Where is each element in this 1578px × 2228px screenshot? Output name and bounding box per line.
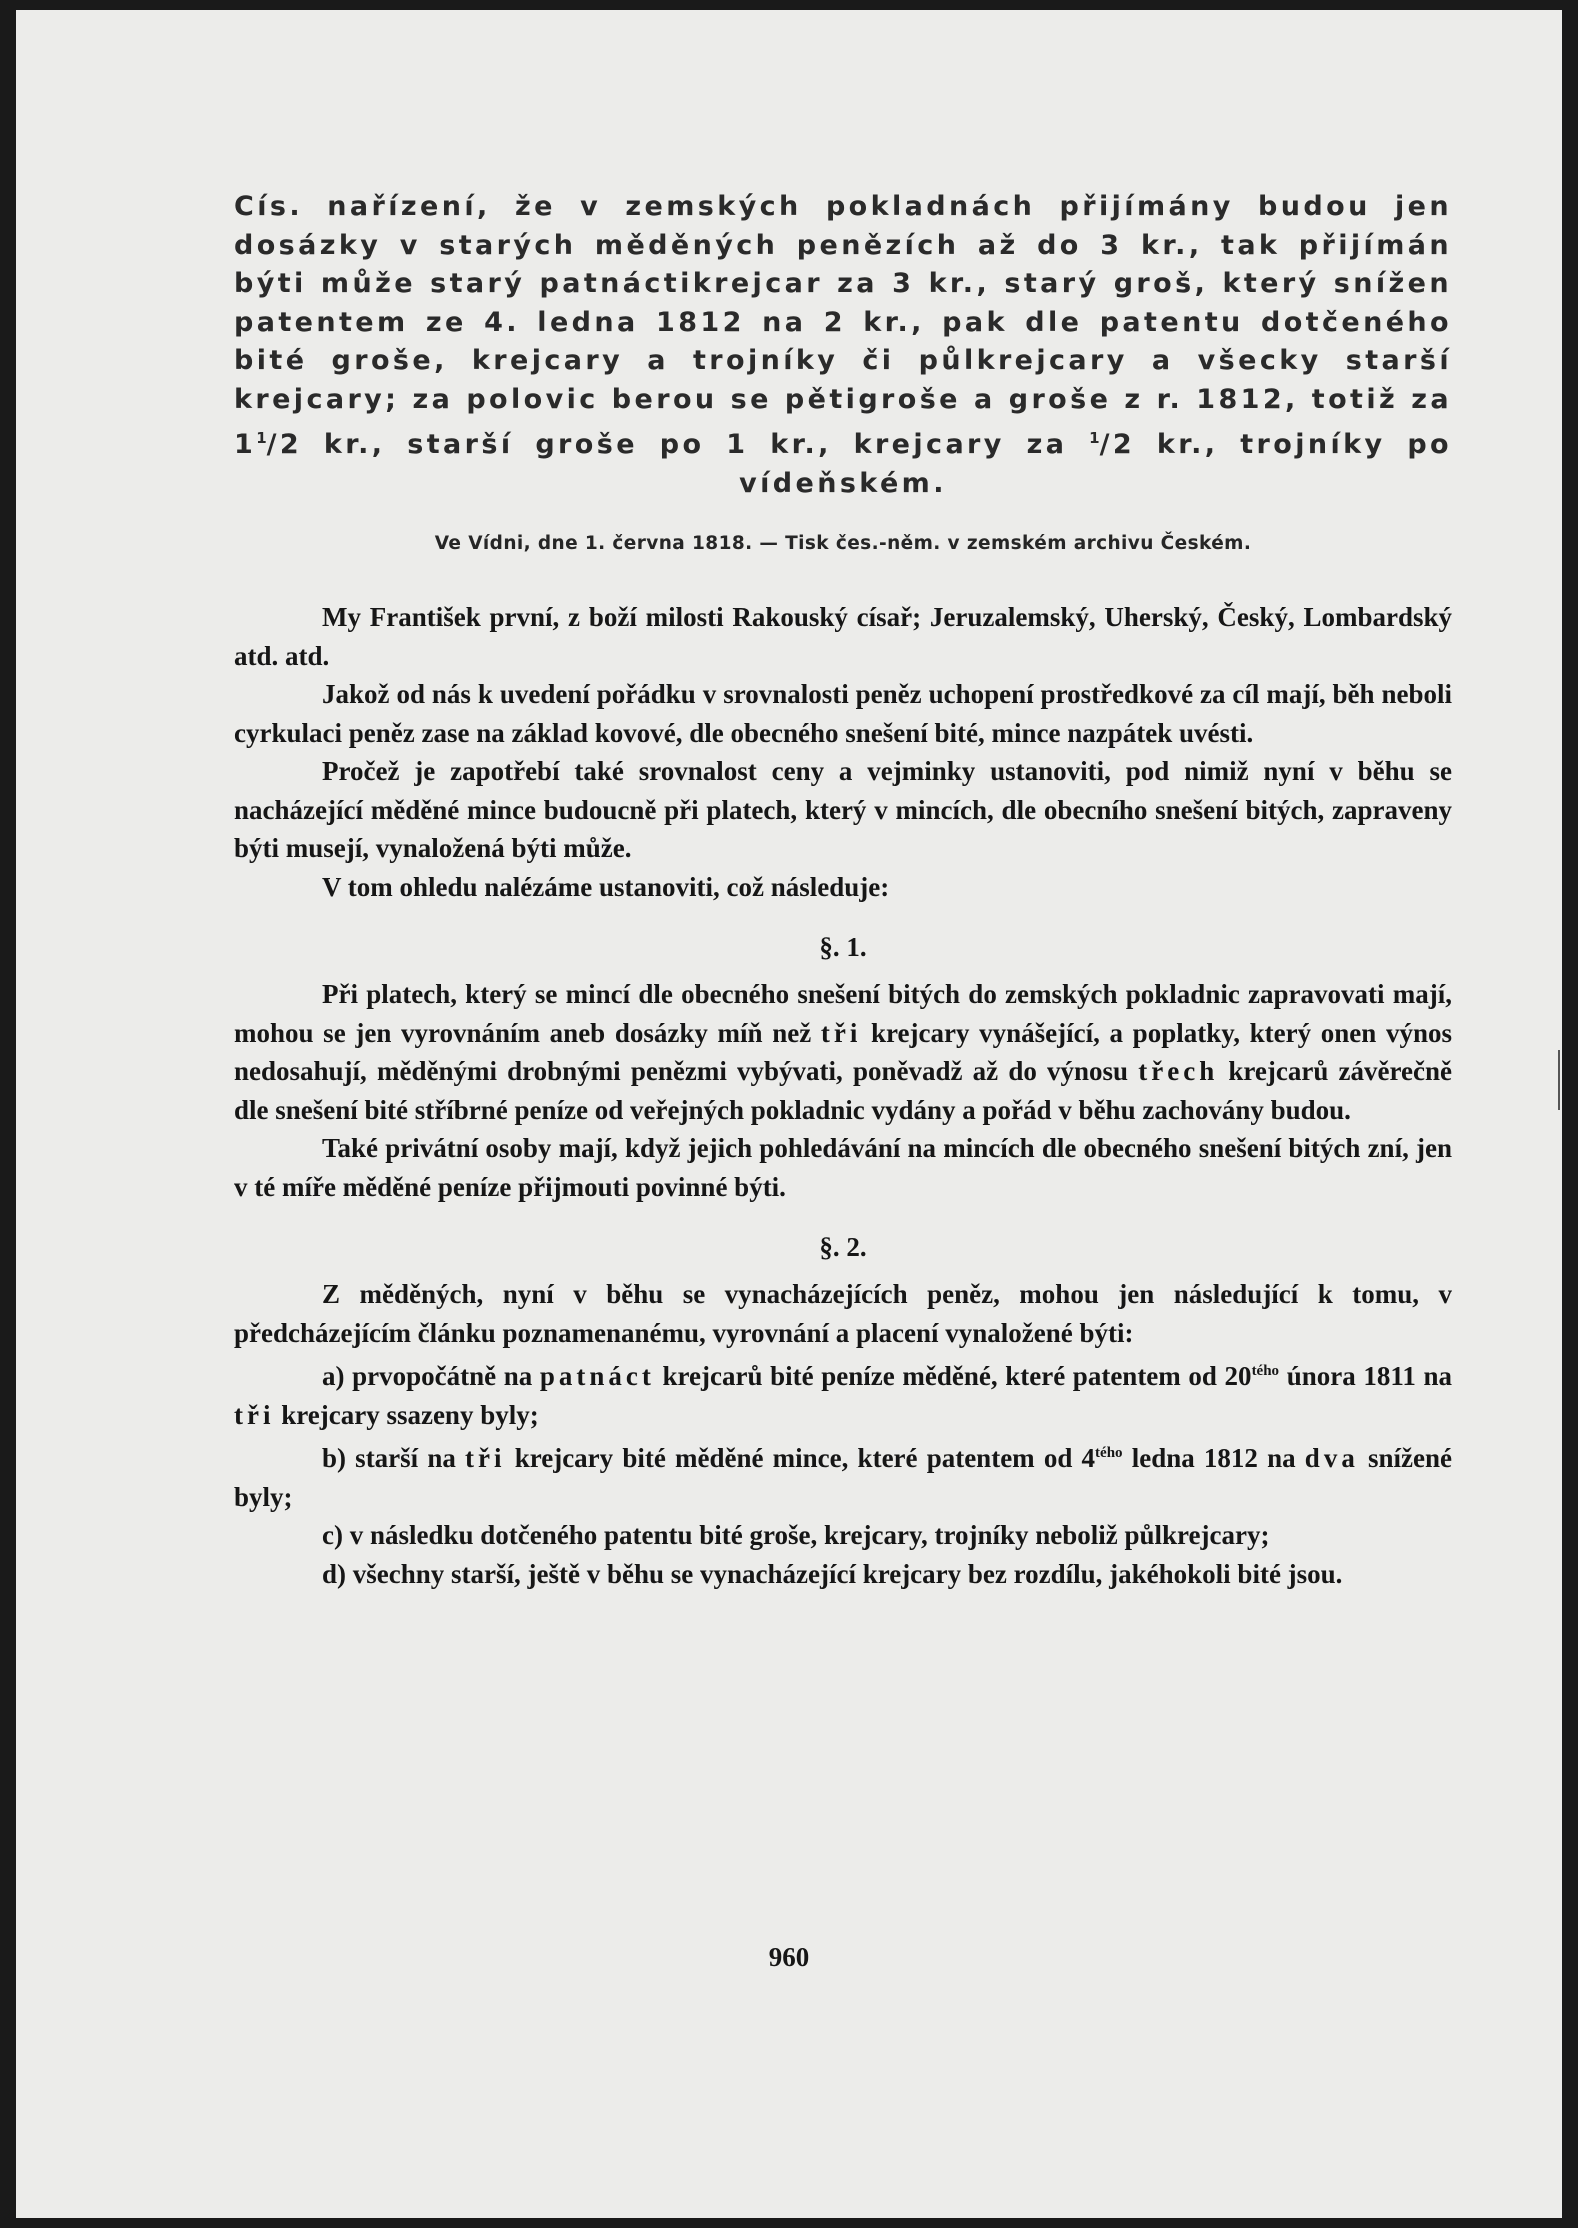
s1-text-a: Při platech, který se mincí dle obecného snešení bitých do zemských pokladnic zapravovati mají, mohou se jen vyrovnáním aneb dosázky míň než bbox=[234, 979, 1452, 1048]
section-1-paragraph-2: Také privátní osoby mají, když jejich pohledávání na mincích dle obecného snešení bitých zní, jen v té míře měděné peníze přijmouti povinné býti. bbox=[234, 1133, 1452, 1202]
item-b-6: snížené byly; bbox=[234, 1443, 1452, 1512]
fraction-denominator-2: /2 bbox=[1099, 429, 1136, 460]
paragraph-1: Jakož od nás k uvedení pořádku v srovnalosti peněz uchopení prostředkové za cíl mají, běh neboli cyrkulaci peněz zase na základ kovové, dle obecného snešení bité, mince nazpátek uvésti. bbox=[234, 679, 1452, 748]
s1-text-c: krejcary vynášející, a poplatky, který onen výnos nedosahují, měděnými drobnými penězmi vybývati, poněvadž až do výnosu bbox=[234, 1017, 1452, 1086]
section-2-intro: Z měděných, nyní v běhu se vynacházejících peněz, mohou jen následující k tomu, v předcházejícím článku poznamenanému, vyrovnání a placení vynaložené býti: bbox=[234, 1279, 1452, 1348]
item-a-6: krejcary ssazeny byly; bbox=[274, 1399, 539, 1430]
intro-paragraph: My František první, z boží milosti Rakouský císař; Jeruzalemský, Uherský, Český, Lombardský atd. atd. bbox=[234, 602, 1452, 671]
paragraph-2: Pročež je zapotřebí také srovnalost ceny a vejminky ustanoviti, pod nimiž nyní v běhu se nacházející měděné mince budoucně při platech, který v mincích, dle obecního snešení bitých, zapraveny býti musejí, vynaložená býti může. bbox=[234, 756, 1452, 863]
item-b-3: krejcary bité měděné mince, které patentem od 4 bbox=[505, 1443, 1096, 1473]
dateline: Ve Vídni, dne 1. června 1818. — Tisk čes.-něm. v zemském archivu Českém. bbox=[434, 533, 1252, 554]
section-2-heading: §. 2. bbox=[819, 1232, 867, 1262]
summary-text-2: kr., starší groše po 1 kr., krejcary za bbox=[302, 429, 1090, 460]
item-a-sup: tého bbox=[1251, 1363, 1280, 1379]
item-a-5: tři bbox=[234, 1399, 275, 1430]
summary-text-1: Cís. nařízení, že v zemských pokladnách přijímány budou jen dosázky v starých měděných penězích až do 3 kr., tak přijímán býti může starý patnáctikrejcar za 3 kr., starý groš, který snížen patentem ze 4. ledna 1812 na 2 kr., pak dle patentu dotčeného bité groše, krejcary a trojníky či půlkrejcary a všecky starší krejcary; za polovic berou se pětigroše a groše z r. 1812, totiž za 1 bbox=[234, 191, 1452, 460]
item-b-1: b) starší na bbox=[322, 1443, 466, 1473]
s1-text-b: tři bbox=[820, 1017, 862, 1048]
paragraph-3: V tom ohledu nalézáme ustanoviti, což následuje: bbox=[322, 871, 890, 902]
fraction-numerator-2: 1 bbox=[1089, 429, 1100, 447]
decree-summary bbox=[234, 188, 1452, 503]
summary-text-3: kr., trojníky po vídeňském. bbox=[739, 429, 1453, 499]
item-b-sup: tého bbox=[1095, 1445, 1123, 1461]
item-a-1: a) prvopočátně na bbox=[322, 1361, 540, 1391]
item-b-5: dva bbox=[1304, 1443, 1359, 1473]
decree-body bbox=[234, 598, 1452, 1593]
item-b-4: ledna 1812 na bbox=[1122, 1443, 1305, 1473]
s1-text-e: krejcarů závěrečně dle snešení bité stříbrné peníze od veřejných pokladnic vydány a pořád v běhu zachovány budou. bbox=[234, 1056, 1452, 1125]
page-number: 960 bbox=[768, 1942, 810, 1972]
scanned-page bbox=[16, 10, 1562, 2218]
item-a-3: krejcarů bité peníze měděné, které patentem od 20 bbox=[654, 1361, 1252, 1391]
item-a bbox=[234, 1352, 1452, 1434]
fraction-denominator-1: /2 bbox=[266, 429, 303, 460]
section-1-paragraph-1 bbox=[234, 975, 1452, 1129]
fraction-numerator-1: 1 bbox=[256, 429, 267, 447]
s1-text-d: třech bbox=[1138, 1056, 1219, 1086]
item-b-2: tři bbox=[465, 1443, 506, 1473]
item-d: d) všechny starší, ještě v běhu se vynacházející krejcary bez rozdílu, jakéhokoli bité jsou. bbox=[322, 1558, 1343, 1589]
page-content bbox=[234, 188, 1452, 1593]
item-a-4: února 1811 na bbox=[1279, 1361, 1452, 1391]
page-edge-mark bbox=[1558, 1050, 1560, 1110]
item-a-2: patnáct bbox=[539, 1361, 655, 1391]
item-c: c) v následku dotčeného patentu bité groše, krejcary, trojníky neboliž půlkrejcary; bbox=[322, 1520, 1270, 1550]
section-1-heading: §. 1. bbox=[819, 932, 867, 962]
item-b bbox=[234, 1434, 1452, 1516]
